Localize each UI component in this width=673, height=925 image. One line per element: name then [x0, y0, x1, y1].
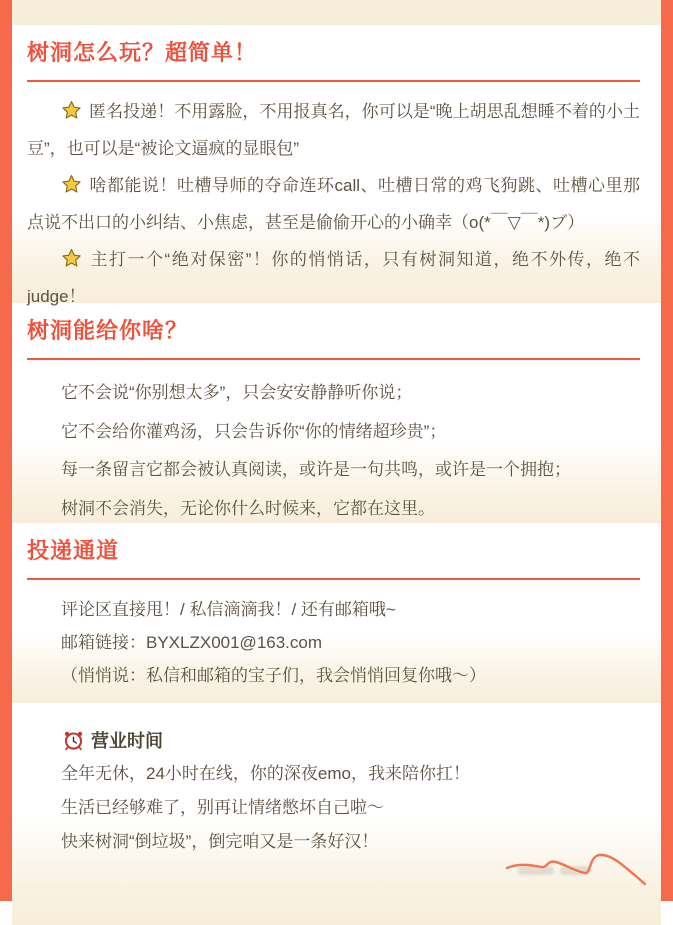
section-heading-submission: 投递通道 — [27, 523, 640, 580]
alarm-clock-icon — [63, 730, 84, 751]
bullet-item — [27, 93, 640, 167]
article-content — [12, 0, 661, 925]
star-icon — [61, 174, 82, 195]
body-line: 评论区直接甩！/ 私信滴滴我！/ 还有邮箱哦~ — [61, 600, 396, 619]
left-border — [0, 0, 12, 901]
business-hours-heading — [27, 727, 640, 753]
right-border — [661, 0, 673, 901]
body-line: 生活已经够难了，别再让情绪憋坏自己啦～ — [61, 798, 384, 817]
body-line: 全年无休，24小时在线，你的深夜emo，我来陪你扛！ — [61, 764, 470, 783]
email-address[interactable]: BYXLZX001@163.com — [146, 633, 323, 652]
body-line: 它不会说“你别想太多”，只会安安静静听你说； — [61, 383, 413, 402]
body-line: 每一条留言它都会被认真阅读，或许是一句共鸣，或许是一个拥抱； — [61, 460, 571, 479]
body-line-email — [27, 626, 640, 659]
section-what-it-gives — [12, 303, 661, 523]
squiggle-doodle — [493, 851, 653, 889]
business-hours-title: 营业时间 — [91, 731, 163, 751]
body-line: 快来树洞“倒垃圾”，倒完咱又是一条好汉！ — [61, 832, 379, 851]
section-business-hours — [12, 727, 661, 925]
bullet-item — [27, 167, 640, 241]
bullet-text: 匿名投递！不用露脸，不用报真名，你可以是“晚上胡思乱想睡不着的小土豆”，也可以是“被论文逼疯的显眼包” — [27, 102, 640, 158]
star-icon — [61, 248, 82, 269]
top-band — [12, 0, 661, 25]
body-line: （悄悄说：私信和邮箱的宝子们，我会悄悄回复你哦～） — [61, 666, 486, 685]
body-line: 它不会给你灌鸡汤，只会告诉你“你的情绪超珍贵”； — [61, 421, 447, 441]
star-icon — [61, 100, 82, 121]
bullet-text: 主打一个“绝对保密”！你的悄悄话，只有树洞知道，绝不外传，绝不judge！ — [27, 250, 640, 306]
bullet-text: 啥都能说！吐槽导师的夺命连环call、吐槽日常的鸡飞狗跳、吐槽心里那点说不出口的小纠结、小焦虑，甚至是偷偷开心的小确幸（o(*￣▽￣*)ブ） — [27, 176, 640, 232]
section-heading-what-it-gives: 树洞能给你啥？ — [27, 303, 640, 360]
section-submission — [12, 523, 661, 703]
email-label: 邮箱链接： — [61, 633, 146, 652]
section-heading-how-to-play: 树洞怎么玩？超简单！ — [27, 25, 640, 82]
section-how-to-play — [12, 25, 661, 306]
body-line: 树洞不会消失，无论你什么时候来，它都在这里。 — [61, 498, 435, 518]
